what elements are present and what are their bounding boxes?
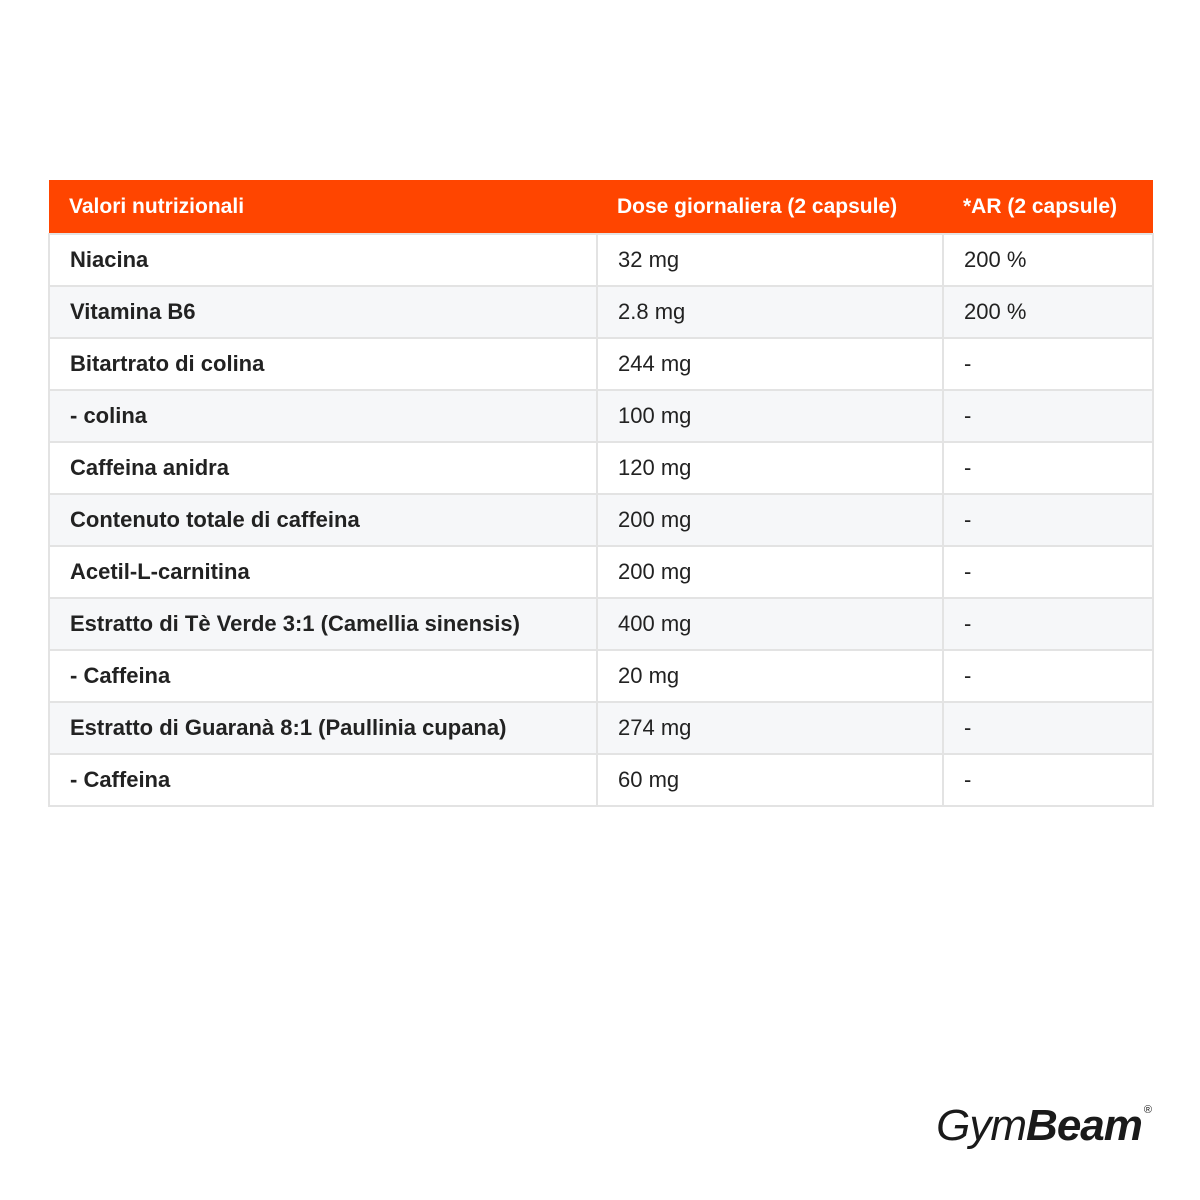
nutrient-name-cell: Vitamina B6	[49, 286, 597, 338]
daily-dose-cell: 2.8 mg	[597, 286, 943, 338]
daily-dose-cell: 244 mg	[597, 338, 943, 390]
table-row	[49, 702, 1153, 754]
nutrition-table	[48, 180, 1154, 807]
daily-dose-cell: 100 mg	[597, 390, 943, 442]
reference-intake-cell: -	[943, 702, 1153, 754]
gymbeam-logo	[936, 1100, 1152, 1152]
nutrient-name-cell: Caffeina anidra	[49, 442, 597, 494]
table-row	[49, 650, 1153, 702]
reference-intake-cell: -	[943, 546, 1153, 598]
daily-dose-cell: 274 mg	[597, 702, 943, 754]
reference-intake-cell: -	[943, 598, 1153, 650]
table-row	[49, 546, 1153, 598]
daily-dose-cell: 200 mg	[597, 494, 943, 546]
table-row	[49, 442, 1153, 494]
nutrient-name-cell: Estratto di Tè Verde 3:1 (Camellia sinensis)	[49, 598, 597, 650]
table-row	[49, 234, 1153, 286]
table-row	[49, 598, 1153, 650]
table-row	[49, 754, 1153, 806]
header-daily-dose: Dose giornaliera (2 capsule)	[597, 180, 943, 234]
table-body	[49, 234, 1153, 806]
header-nutrient: Valori nutrizionali	[49, 180, 597, 234]
daily-dose-cell: 60 mg	[597, 754, 943, 806]
reference-intake-cell: -	[943, 754, 1153, 806]
header-row	[49, 180, 1153, 234]
table-row	[49, 390, 1153, 442]
nutrient-name-cell: - colina	[49, 390, 597, 442]
nutrient-name-cell: Acetil-L-carnitina	[49, 546, 597, 598]
nutrient-name-cell: Niacina	[49, 234, 597, 286]
logo-text-gym: Gym	[936, 1101, 1027, 1150]
reference-intake-cell: 200 %	[943, 286, 1153, 338]
nutrient-name-cell: - Caffeina	[49, 754, 597, 806]
daily-dose-cell: 120 mg	[597, 442, 943, 494]
daily-dose-cell: 32 mg	[597, 234, 943, 286]
nutrient-name-cell: Bitartrato di colina	[49, 338, 597, 390]
table-row	[49, 494, 1153, 546]
reference-intake-cell: -	[943, 650, 1153, 702]
table-row	[49, 286, 1153, 338]
daily-dose-cell: 400 mg	[597, 598, 943, 650]
nutrient-name-cell: - Caffeina	[49, 650, 597, 702]
reference-intake-cell: -	[943, 390, 1153, 442]
logo-text-beam: Beam	[1026, 1101, 1142, 1150]
registered-mark: ®	[1143, 1104, 1152, 1116]
reference-intake-cell: -	[943, 494, 1153, 546]
header-reference-intake: *AR (2 capsule)	[943, 180, 1153, 234]
table-header	[49, 180, 1153, 234]
daily-dose-cell: 200 mg	[597, 546, 943, 598]
nutrient-name-cell: Estratto di Guaranà 8:1 (Paullinia cupana)	[49, 702, 597, 754]
nutrient-name-cell: Contenuto totale di caffeina	[49, 494, 597, 546]
reference-intake-cell: -	[943, 442, 1153, 494]
daily-dose-cell: 20 mg	[597, 650, 943, 702]
reference-intake-cell: 200 %	[943, 234, 1153, 286]
reference-intake-cell: -	[943, 338, 1153, 390]
table-row	[49, 338, 1153, 390]
